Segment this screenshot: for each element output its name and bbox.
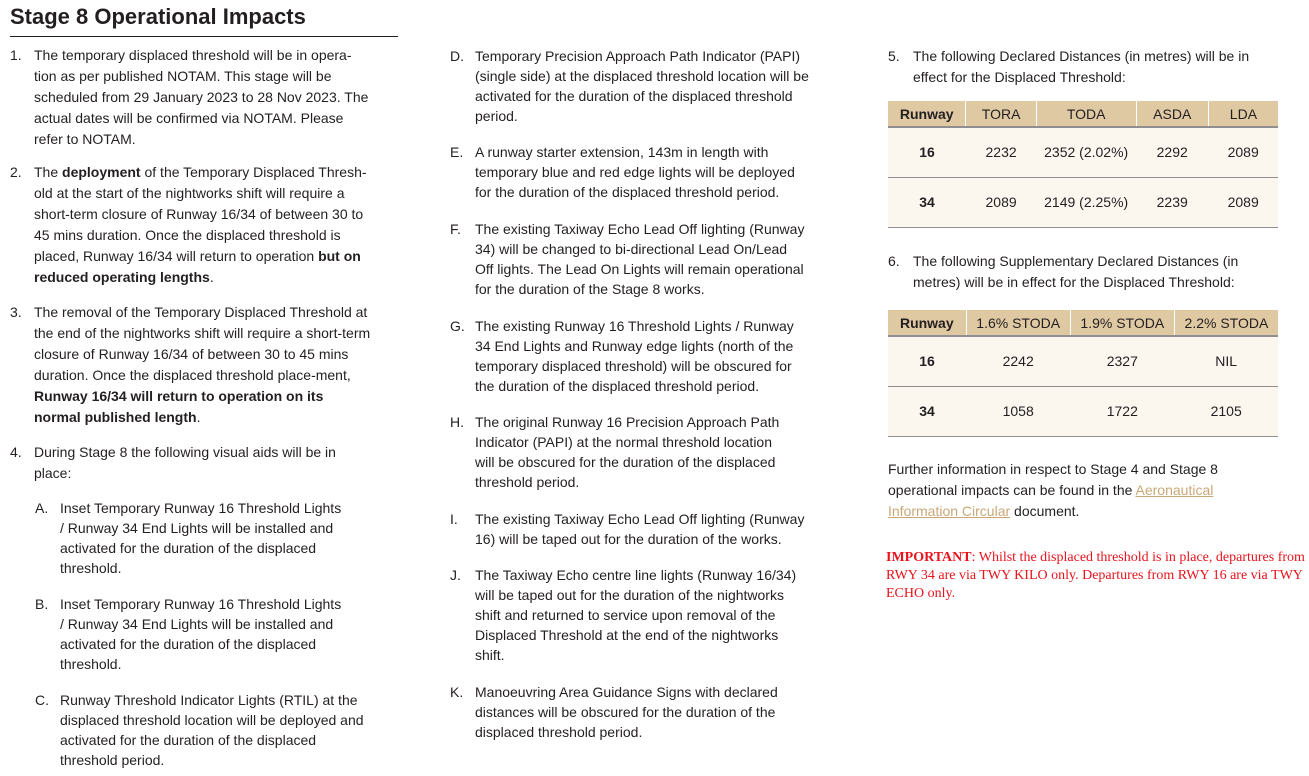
table-header-row <box>888 101 1278 127</box>
sub-item-k <box>450 682 860 742</box>
sub-item-letter: I. <box>450 511 458 527</box>
item-text <box>34 302 410 428</box>
text-line: period. <box>475 108 518 124</box>
col-header-lda: LDA <box>1208 101 1278 127</box>
text-line: Runway Threshold Indicator Lights (RTIL) at the <box>60 692 358 708</box>
table-cell: 2242 <box>966 336 1070 386</box>
item-text <box>913 251 1298 293</box>
table-cell: 2327 <box>1070 336 1174 386</box>
sub-item-text <box>60 498 415 578</box>
text-line: Off lights. The Lead On Lights will remain operational <box>475 261 804 277</box>
table-cell: 2105 <box>1174 386 1278 436</box>
text-line: effect for the Displaced Threshold: <box>913 69 1126 85</box>
page-title: Stage 8 Operational Impacts <box>10 4 306 29</box>
text-line: activated for the duration of the displaced <box>60 732 317 748</box>
sub-item-e <box>450 142 860 202</box>
sub-item-i <box>450 509 860 549</box>
sub-item-text <box>60 594 415 674</box>
sub-item-letter: A. <box>35 500 49 516</box>
table-cell: 2089 <box>1208 127 1278 177</box>
text-span: . <box>196 409 201 425</box>
sub-item-text <box>475 219 860 299</box>
text-span: actual dates will be confirmed via NOTAM. Please <box>34 110 344 126</box>
col-header-stoda-19: 1.9% STODA <box>1070 310 1174 336</box>
text-line: Inset Temporary Runway 16 Threshold Lights <box>60 500 342 516</box>
sub-item-letter: D. <box>450 48 464 64</box>
table-cell-runway: 34 <box>888 177 966 227</box>
table-row <box>888 127 1278 177</box>
text-span: tion as per published NOTAM. This stage will be <box>34 68 332 84</box>
bold-text: but on <box>318 248 361 264</box>
table-row <box>888 336 1278 386</box>
table-cell: 1058 <box>966 386 1070 436</box>
text-span: old at the start of the nightworks shift will require a <box>34 185 345 201</box>
aic-link[interactable]: Information Circular <box>888 503 1011 519</box>
sub-item-letter: F. <box>450 221 461 237</box>
text-span: duration. Once the displaced threshold place-ment, <box>34 367 351 383</box>
text-span: place: <box>34 465 72 481</box>
sub-item-letter: B. <box>35 596 49 612</box>
table-row <box>888 386 1278 436</box>
table-cell-runway: 16 <box>888 336 966 386</box>
table-cell: 1722 <box>1070 386 1174 436</box>
table-cell: 2239 <box>1136 177 1208 227</box>
text-line: temporary blue and red edge lights will be deployed <box>475 164 795 180</box>
text-line: Displaced Threshold at the end of the nightworks <box>475 627 779 643</box>
text-span: refer to NOTAM. <box>34 131 136 147</box>
sub-item-text <box>475 565 860 665</box>
table-cell-runway: 16 <box>888 127 966 177</box>
table-cell: 2149 (2.25%) <box>1036 177 1136 227</box>
text-line: Indicator (PAPI) at the normal threshold location <box>475 434 773 450</box>
text-span: closure of Runway 16/34 of between 30 to 45 mins <box>34 346 349 362</box>
col-header-stoda-22: 2.2% STODA <box>1174 310 1278 336</box>
text-line: distances will be obscured for the duration of the <box>475 704 776 720</box>
bold-text: deployment <box>62 164 141 180</box>
text-line: The existing Taxiway Echo Lead Off lighting (Runway <box>475 221 805 237</box>
sub-item-f <box>450 219 860 299</box>
bold-text: reduced operating lengths <box>34 269 210 285</box>
item-number: 2. <box>10 164 22 180</box>
text-span: scheduled from 29 January 2023 to 28 Nov 2023. The <box>34 89 369 105</box>
item-1 <box>10 45 410 150</box>
text-line: 34) will be changed to bi-directional Lead On/Lead <box>475 241 788 257</box>
text-line: 34 End Lights and Runway edge lights (north of the <box>475 338 794 354</box>
sub-item-g <box>450 316 860 396</box>
item-text <box>34 45 410 150</box>
col-header-tora: TORA <box>966 101 1036 127</box>
sub-item-text <box>475 316 860 396</box>
sub-item-d <box>450 46 860 126</box>
sub-item-text <box>475 682 860 742</box>
text-line: will be taped out for the duration of the nightworks <box>475 587 784 603</box>
text-line: for the duration of the displaced threshold period. <box>475 184 780 200</box>
text-line: shift and returned to service upon removal of the <box>475 607 776 623</box>
item-number: 3. <box>10 304 22 320</box>
item-2 <box>10 162 410 288</box>
item-number: 5. <box>888 48 900 64</box>
sub-item-j <box>450 565 860 665</box>
item-3 <box>10 302 410 428</box>
sub-item-text <box>475 142 860 202</box>
table-cell-runway: 34 <box>888 386 966 436</box>
bold-text: normal published length <box>34 409 197 425</box>
text-line: displaced threshold location will be deployed and <box>60 712 364 728</box>
col-header-stoda-16: 1.6% STODA <box>966 310 1070 336</box>
important-note <box>886 549 1306 603</box>
text-line: 16) will be taped out for the duration of the works. <box>475 531 782 547</box>
table-cell: NIL <box>1174 336 1278 386</box>
text-line: The existing Taxiway Echo Lead Off lighting (Runway <box>475 511 805 527</box>
col-header-runway: Runway <box>888 310 966 336</box>
text-span: the end of the nightworks shift will require a short-term <box>34 325 371 341</box>
text-line: (single side) at the displaced threshold location will be <box>475 68 809 84</box>
text-line: temporary displaced threshold) will be obscured for <box>475 358 792 374</box>
supplementary-distances-table <box>888 310 1278 437</box>
text-line: Inset Temporary Runway 16 Threshold Lights <box>60 596 342 612</box>
text-line: The original Runway 16 Precision Approach Path <box>475 414 780 430</box>
text-line: shift. <box>475 647 505 663</box>
table-cell: 2352 (2.02%) <box>1036 127 1136 177</box>
sub-item-text <box>475 46 860 126</box>
further-info-paragraph <box>888 459 1288 522</box>
sub-item-b <box>35 594 415 674</box>
sub-item-letter: K. <box>450 684 464 700</box>
sub-item-a <box>35 498 415 578</box>
table-cell: 2292 <box>1136 127 1208 177</box>
col-header-runway: Runway <box>888 101 966 127</box>
aic-link[interactable]: Aeronautical <box>1135 482 1214 498</box>
item-4 <box>10 442 410 484</box>
item-number: 6. <box>888 253 900 269</box>
text-line: the duration of the displaced threshold period. <box>475 378 760 394</box>
item-number: 4. <box>10 444 22 460</box>
further-info-text: operational impacts can be found in the <box>888 482 1136 498</box>
sub-item-text <box>60 690 415 770</box>
sub-item-text <box>475 509 860 549</box>
text-span: During Stage 8 the following visual aids will be in <box>34 444 336 460</box>
text-span: The <box>34 164 63 180</box>
text-line: threshold period. <box>60 752 165 768</box>
text-line: will be obscured for the duration of the displaced <box>475 454 776 470</box>
table-row <box>888 177 1278 227</box>
sub-item-letter: E. <box>450 144 464 160</box>
item-text <box>34 162 410 288</box>
col-header-toda: TODA <box>1036 101 1136 127</box>
text-line: for the duration of the Stage 8 works. <box>475 281 705 297</box>
sub-item-letter: J. <box>450 567 461 583</box>
text-line: metres) will be in effect for the Displaced Threshold: <box>913 274 1235 290</box>
text-line: activated for the duration of the displaced <box>60 636 317 652</box>
text-line: threshold period. <box>475 474 580 490</box>
text-line: / Runway 34 End Lights will be installed and <box>60 520 334 536</box>
text-span: The temporary displaced threshold will be in opera- <box>34 47 352 63</box>
text-line: The following Declared Distances (in metres) will be in <box>913 48 1250 64</box>
text-span: 45 mins duration. Once the displaced threshold is <box>34 227 341 243</box>
sub-item-letter: H. <box>450 414 464 430</box>
text-span: . <box>209 269 214 285</box>
text-span: The removal of the Temporary Displaced Threshold at <box>34 304 368 320</box>
text-line: Manoeuvring Area Guidance Signs with declared <box>475 684 778 700</box>
text-line: threshold. <box>60 656 122 672</box>
item-number: 1. <box>10 47 22 63</box>
sub-item-text <box>475 412 860 492</box>
text-line: The existing Runway 16 Threshold Lights / Runway <box>475 318 794 334</box>
sub-item-letter: C. <box>35 692 49 708</box>
important-text: : Whilst the displaced threshold is in place, departures from RWY 34 are via TWY KILO only. Departures from RWY 16 are via TWY ECHO only. <box>886 550 1305 601</box>
item-6 <box>888 251 1298 293</box>
text-line: activated for the duration of the displaced threshold <box>475 88 793 104</box>
sub-item-letter: G. <box>450 318 465 334</box>
important-label: IMPORTANT <box>886 550 972 565</box>
text-line: / Runway 34 End Lights will be installed and <box>60 616 334 632</box>
col-header-asda: ASDA <box>1136 101 1208 127</box>
text-line: A runway starter extension, 143m in length with <box>475 144 769 160</box>
text-line: The Taxiway Echo centre line lights (Runway 16/34) <box>475 567 797 583</box>
text-line: The following Supplementary Declared Distances (in <box>913 253 1239 269</box>
declared-distances-table <box>888 101 1278 228</box>
text-line: activated for the duration of the displaced <box>60 540 317 556</box>
sub-item-c <box>35 690 415 770</box>
text-span: of the Temporary Displaced Thresh- <box>140 164 367 180</box>
sub-item-h <box>450 412 860 492</box>
item-5 <box>888 46 1298 88</box>
text-line: threshold. <box>60 560 122 576</box>
table-cell: 2232 <box>966 127 1036 177</box>
table-header-row <box>888 310 1278 336</box>
further-info-text: document. <box>1010 503 1080 519</box>
further-info-text: Further information in respect to Stage 4 and Stage 8 <box>888 461 1218 477</box>
table-cell: 2089 <box>966 177 1036 227</box>
text-span: short-term closure of Runway 16/34 of between 30 to <box>34 206 364 222</box>
text-span: placed, Runway 16/34 will return to operation <box>34 248 319 264</box>
table-cell: 2089 <box>1208 177 1278 227</box>
title-divider <box>10 36 398 37</box>
item-text <box>34 442 410 484</box>
text-line: displaced threshold period. <box>475 724 643 740</box>
bold-text: Runway 16/34 will return to operation on its <box>34 388 324 404</box>
item-text <box>913 46 1298 88</box>
text-line: Temporary Precision Approach Path Indicator (PAPI) <box>475 48 801 64</box>
